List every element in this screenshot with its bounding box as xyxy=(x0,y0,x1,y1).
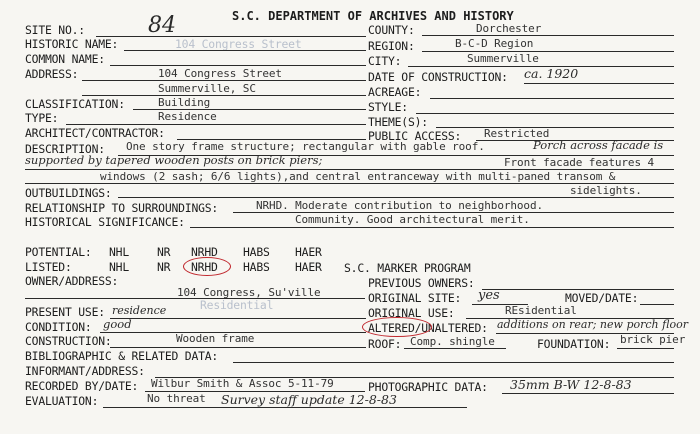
marker-program: S.C. MARKER PROGRAM xyxy=(344,261,471,275)
site-no-label: SITE NO.: xyxy=(25,23,85,37)
photographic-label: PHOTOGRAPHIC DATA: xyxy=(368,380,488,394)
evaluation-value: No threat xyxy=(147,392,206,405)
significance-line xyxy=(190,227,674,228)
present-use-label: PRESENT USE: xyxy=(25,305,105,319)
evaluation-hw: Survey staff update 12-8-83 xyxy=(221,392,397,407)
description-line2b: Front facade features 4 xyxy=(504,156,655,169)
evaluation-line xyxy=(103,407,467,408)
owner-faint: Residential xyxy=(200,298,274,312)
previous-owners-label: PREVIOUS OWNERS: xyxy=(368,276,475,290)
historic-name-line xyxy=(124,50,366,51)
original-site-value: yes xyxy=(478,288,500,303)
present-use-line xyxy=(110,318,366,319)
recorded-value: Wilbur Smith & Assoc 5-11-79 xyxy=(151,377,334,390)
county-line xyxy=(422,35,674,36)
style-line xyxy=(416,113,674,114)
listed-label: LISTED: xyxy=(25,260,72,274)
acreage-label: ACREAGE: xyxy=(368,85,422,99)
listed-habs: HABS xyxy=(243,260,270,274)
address-line-2 xyxy=(82,95,366,96)
date-construction-line xyxy=(524,83,674,84)
classification-label: CLASSIFICATION: xyxy=(25,97,125,111)
owner-label: OWNER/ADDRESS: xyxy=(25,274,119,288)
foundation-value: brick pier xyxy=(620,333,686,346)
listed-nhl: NHL xyxy=(109,260,129,274)
city-value: Summerville xyxy=(467,52,539,65)
foundation-line xyxy=(617,348,674,349)
potential-haer: HAER xyxy=(295,245,322,259)
present-use-value: residence xyxy=(112,304,167,317)
common-name-line xyxy=(110,65,366,66)
classification-value: Building xyxy=(158,96,211,109)
potential-nrhd: NRHD xyxy=(191,245,218,259)
bibliographic-line xyxy=(233,362,674,363)
description-line3: windows (2 sash; 6/6 lights),and central entranceway with multi-paned transom & xyxy=(100,170,616,183)
owner-line1: 104 Congress, Su'ville xyxy=(177,286,321,299)
potential-habs: HABS xyxy=(243,245,270,259)
form-header: S.C. DEPARTMENT OF ARCHIVES AND HISTORY xyxy=(232,9,514,23)
significance-label: HISTORICAL SIGNIFICANCE: xyxy=(25,215,185,229)
foundation-label: FOUNDATION: xyxy=(537,337,611,351)
condition-value: good xyxy=(103,317,132,331)
photographic-value: 35mm B-W 12-8-83 xyxy=(510,377,632,392)
potential-nhl: NHL xyxy=(109,245,129,259)
relationship-value: NRHD. Moderate contribution to neighborhood. xyxy=(256,199,543,212)
significance-value: Community. Good architectural merit. xyxy=(295,213,530,226)
photographic-line xyxy=(502,393,674,394)
moved-date-line xyxy=(640,304,674,305)
type-value: Residence xyxy=(158,110,217,123)
description-label: DESCRIPTION: xyxy=(25,142,105,156)
acreage-line xyxy=(430,98,674,99)
address-line1: 104 Congress Street xyxy=(158,67,282,80)
region-value: B-C-D Region xyxy=(455,37,534,50)
potential-nr: NR xyxy=(157,245,171,259)
region-label: REGION: xyxy=(368,39,415,53)
evaluation-label: EVALUATION: xyxy=(25,394,99,408)
roof-line xyxy=(404,348,506,349)
original-site-label: ORIGINAL SITE: xyxy=(368,291,462,305)
construction-line xyxy=(110,347,366,348)
altered-value: additions on rear; new porch floor xyxy=(497,318,688,331)
construction-label: CONSTRUCTION: xyxy=(25,334,112,348)
historic-name-label: HISTORIC NAME: xyxy=(25,37,119,51)
listed-nrhd: NRHD xyxy=(191,260,218,274)
historic-name-faint: 104 Congress Street xyxy=(175,37,302,51)
public-access-label: PUBLIC ACCESS: xyxy=(368,129,462,143)
type-line xyxy=(66,124,366,125)
informant-label: INFORMANT/ADDRESS: xyxy=(25,364,145,378)
outbuildings-line xyxy=(118,197,674,198)
description-line1: One story frame structure; rectangular with gable roof. xyxy=(126,140,485,153)
address-label: ADDRESS: xyxy=(25,67,79,81)
original-use-value: REsidential xyxy=(505,304,577,317)
previous-owners-line xyxy=(482,289,674,290)
architect-label: ARCHITECT/CONTRACTOR: xyxy=(25,126,165,140)
region-line xyxy=(422,51,674,52)
listed-haer: HAER xyxy=(295,260,322,274)
original-use-label: ORIGINAL USE: xyxy=(368,306,455,320)
date-construction-label: DATE OF CONSTRUCTION: xyxy=(368,70,508,84)
type-label: TYPE: xyxy=(25,111,59,125)
themes-label: THEME(S): xyxy=(368,115,428,129)
nrhd-circle-mark xyxy=(183,257,231,276)
listed-nr: NR xyxy=(157,260,171,274)
description-hw1: Porch across facade is xyxy=(533,138,664,152)
description-hw2: supported by tapered wooden posts on brick piers; xyxy=(25,153,323,167)
moved-date-label: MOVED/DATE: xyxy=(565,291,639,305)
city-label: CITY: xyxy=(368,54,402,68)
site-no-value: 84 xyxy=(148,13,176,38)
condition-label: CONDITION: xyxy=(25,320,92,334)
address-line-1 xyxy=(82,80,366,81)
public-access-value: Restricted xyxy=(484,127,550,140)
owner-line-a xyxy=(25,298,365,299)
construction-value: Wooden frame xyxy=(176,332,255,345)
themes-line xyxy=(436,127,674,128)
recorded-label: RECORDED BY/DATE: xyxy=(25,379,139,393)
relationship-label: RELATIONSHIP TO SURROUNDINGS: xyxy=(25,201,219,215)
style-label: STYLE: xyxy=(368,100,408,114)
bibliographic-label: BIBLIOGRAPHIC & RELATED DATA: xyxy=(25,349,219,363)
altered-label: ALTERED/UNALTERED: xyxy=(368,321,488,335)
county-value: Dorchester xyxy=(476,22,542,35)
potential-label: POTENTIAL: xyxy=(25,245,92,259)
altered-circle-mark xyxy=(362,317,432,337)
roof-value: Comp. shingle xyxy=(410,335,495,348)
roof-label: ROOF: xyxy=(368,337,402,351)
outbuildings-label: OUTBUILDINGS: xyxy=(25,186,112,200)
description-line4: sidelights. xyxy=(570,184,642,197)
date-construction-value: ca. 1920 xyxy=(524,66,579,81)
county-label: COUNTY: xyxy=(368,23,415,37)
common-name-label: COMMON NAME: xyxy=(25,52,105,66)
address-line2: Summerville, SC xyxy=(158,82,256,95)
